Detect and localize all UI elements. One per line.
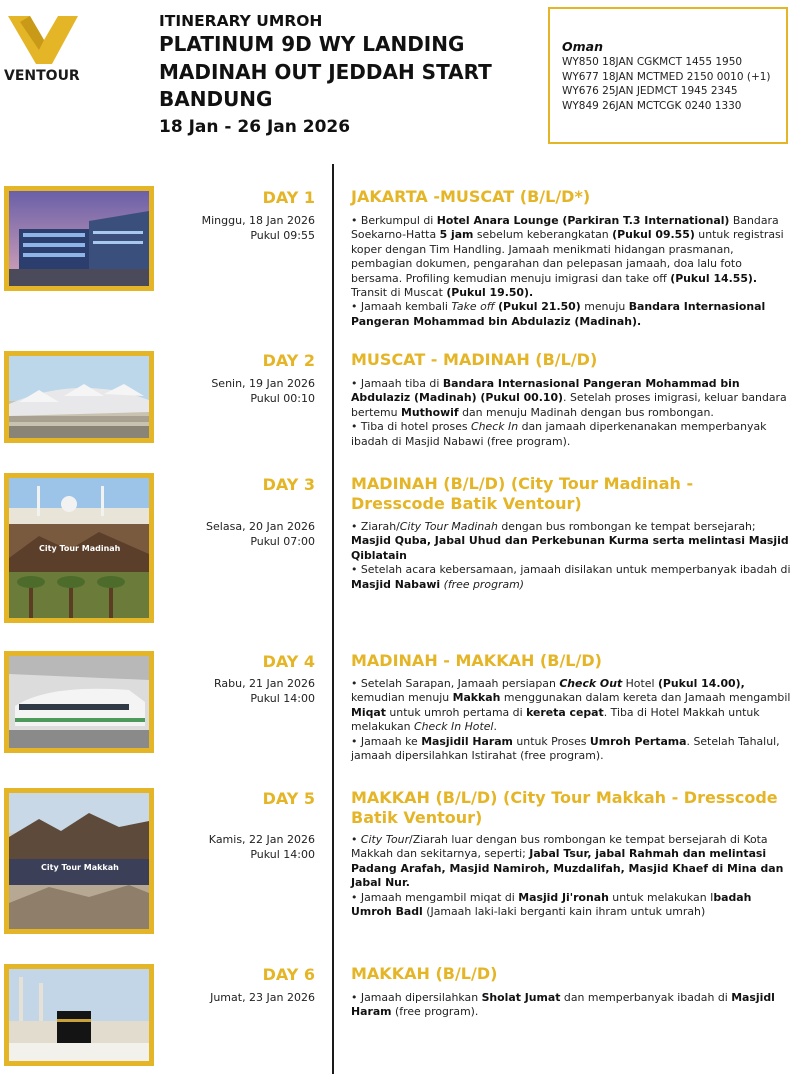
package-title <box>159 31 492 114</box>
airline-name: Oman <box>562 39 603 54</box>
description-paragraph: • Jamaah dipersilahkan Sholat Jumat dan memperbanyak ibadah di Masjidl Haram (free program). <box>351 991 775 1019</box>
description-paragraph: • Jamaah tiba di Bandara Internasional Pangeran Mohammad bin Abdulaziz (Madinah) (Pukul 00.10). Setelah proses imigrasi, keluar bandara bertemu Muthowif dan menuju Madinah dengan bus rombongan. <box>351 377 787 419</box>
day-description <box>351 677 791 763</box>
flight-schedule-box <box>548 7 788 144</box>
photo-caption: City Tour Makkah <box>41 863 119 872</box>
travel-dates: 18 Jan - 26 Jan 2026 <box>159 116 351 137</box>
description-paragraph: • City Tour/Ziarah luar dengan bus rombongan ke tempat bersejarah di Kota Makkah dan sekitarnya, seperti; Jabal Tsur, jabal Rahmah dan melintasi Padang Arafah, Masjid Namiroh, Muzdalifah, Masjid Khaef di Mina dan Jabal Nur. <box>351 833 784 890</box>
description-paragraph: • Setelah acara kebersamaan, jamaah disilakan untuk memperbanyak ibadah di Masjid Nabawi (free program) <box>351 563 791 591</box>
day-date: Selasa, 20 Jan 2026 <box>206 520 315 533</box>
flight-line: WY677 18JAN MCTMED 2150 0010 (+1) <box>562 70 771 83</box>
day-datetime <box>211 377 315 406</box>
day-title: MADINAH (B/L/D) (City Tour Madinah - Dresscode Batik Ventour) <box>351 474 694 513</box>
timeline-divider <box>332 164 334 1074</box>
day-time: Pukul 14:00 <box>250 847 315 861</box>
flight-line: WY676 25JAN JEDMCT 1945 2345 <box>562 85 738 98</box>
description-paragraph: • Jamaah mengambil miqat di Masjid Ji'ronah untuk melakukan Ibadah Umroh Badl (Jamaah laki-laki berganti kain ihram untuk umrah) <box>351 890 752 919</box>
day-label: DAY 3 <box>262 475 315 494</box>
photo-caption: City Tour Madinah <box>39 544 121 553</box>
day-title: MADINAH - MAKKAH (B/L/D) <box>351 651 602 670</box>
day-label: DAY 4 <box>262 652 315 671</box>
day-description <box>351 991 791 1020</box>
flight-line: WY849 26JAN MCTCGK 0240 1330 <box>562 99 742 112</box>
package-title-line: PLATINUM 9D WY LANDING <box>159 32 465 56</box>
day-label: DAY 6 <box>262 965 315 984</box>
ventour-v-icon <box>8 14 80 66</box>
day-title: JAKARTA -MUSCAT (B/L/D*) <box>351 187 591 206</box>
day-datetime <box>202 214 315 243</box>
flight-line: WY850 18JAN CGKMCT 1455 1950 <box>562 56 743 68</box>
package-title-line: MADINAH OUT JEDDAH START <box>159 59 492 84</box>
brand-logo <box>4 14 82 86</box>
day-date: Rabu, 21 Jan 2026 <box>213 677 315 690</box>
day-date: Minggu, 18 Jan 2026 <box>201 214 315 227</box>
day-description <box>351 214 791 329</box>
description-paragraph: • Jamaah ke Masjidil Haram untuk Proses Umroh Pertama. Setelah Tahalul, jamaah dipersilahkan Istirahat (free program). <box>351 734 780 763</box>
description-paragraph: • Jamaah kembali Take off (Pukul 21.50) menuju Bandara Internasional Pangeran Mohammad bin Abdulaziz (Madinah). <box>351 300 766 328</box>
day-title: MAKKAH (B/L/D) <box>351 964 498 983</box>
day-label: DAY 1 <box>262 188 315 207</box>
kaaba-photo-icon <box>9 969 149 1061</box>
day-photo <box>4 651 154 753</box>
city-tour-makkah-collage-icon <box>9 793 149 929</box>
day-label: DAY 5 <box>262 789 315 808</box>
day-photo <box>4 186 154 291</box>
day-time: Pukul 09:55 <box>250 228 315 242</box>
high-speed-train-photo-icon <box>9 656 149 748</box>
day-photo <box>4 351 154 443</box>
day-datetime <box>214 677 315 706</box>
day-time: Pukul 00:10 <box>250 391 315 405</box>
day-description <box>351 833 791 919</box>
brand-name: VENTOUR <box>4 68 80 84</box>
description-paragraph: • Setelah Sarapan, Jamaah persiapan Check Out Hotel (Pukul 14.00), kemudian menuju Makkah menggunakan dalam kereta dan Jamaah mengambil Miqat untuk umroh pertama di kereta cepat. Tiba di Hotel Makkah untuk melakukan Check In Hotel. <box>351 677 791 734</box>
package-title-line: BANDUNG <box>159 87 273 111</box>
day-datetime <box>206 520 315 549</box>
description-paragraph: • Tiba di hotel proses Check In dan jamaah diperkenanakan memperbanyak ibadah di Masjid Nabawi (free program). <box>351 420 767 448</box>
day-description <box>351 377 791 449</box>
day-date: Jumat, 23 Jan 2026 <box>210 991 315 1004</box>
day-description <box>351 520 791 592</box>
day-time: Pukul 14:00 <box>250 691 315 705</box>
day-photo <box>4 964 154 1066</box>
day-label: DAY 2 <box>262 351 315 370</box>
itinerary-subtitle: ITINERARY UMROH <box>159 12 323 30</box>
day-date: Senin, 19 Jan 2026 <box>211 377 315 390</box>
day-datetime <box>209 833 315 862</box>
day-title: MUSCAT - MADINAH (B/L/D) <box>351 350 598 369</box>
day-time: Pukul 07:00 <box>250 534 315 548</box>
day-photo <box>4 788 154 934</box>
day-title: MAKKAH (B/L/D) (City Tour Makkah - Dresscode Batik Ventour) <box>351 788 778 827</box>
day-photo <box>4 473 154 623</box>
day-date: Kamis, 22 Jan 2026 <box>208 833 315 846</box>
description-paragraph: • Ziarah/City Tour Madinah dengan bus rombongan ke tempat bersejarah; Masjid Quba, Jabal Uhud dan Perkebunan Kurma serta melintasi Masjid Qiblatain <box>351 520 789 562</box>
airport-hotel-photo-icon <box>9 191 149 286</box>
madinah-airport-photo-icon <box>9 356 149 438</box>
description-paragraph: • Berkumpul di Hotel Anara Lounge (Parkiran T.3 International) Bandara Soekarno-Hatta 5 jam sebelum keberangkatan (Pukul 09.55) untuk registrasi koper dengan Tim Handling. Jamaah menikmati hidangan prasmanan, pembagian dokumen, pengarahan dan pelepasan jamaah, doa lalu foto bersama. Profiling kemudian menuju imigrasi dan take off (Pukul 14.55). Transit di Muscat (Pukul 19.50). <box>351 214 784 300</box>
itinerary-header <box>159 12 492 138</box>
day-datetime <box>210 991 315 1006</box>
